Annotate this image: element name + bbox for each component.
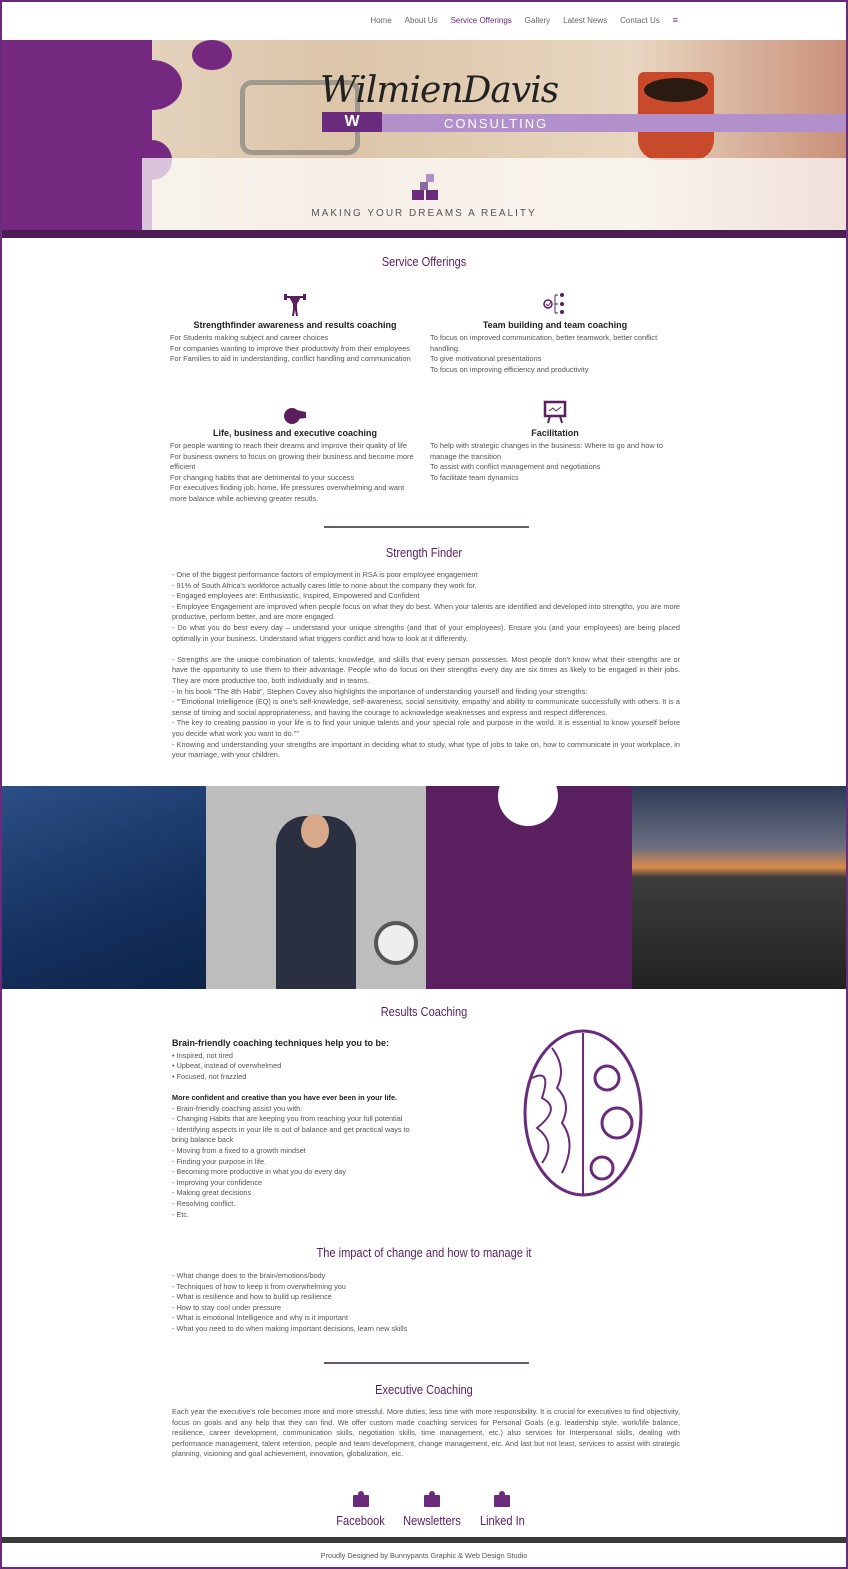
results-list-item: - Moving from a fixed to a growth mindset: [172, 1145, 306, 1155]
strength-title: Strength Finder: [385, 545, 463, 560]
impact-list-item: - Techniques of how to keep it from overwhelming you: [172, 1281, 346, 1291]
service-title: Team building and team coaching: [482, 320, 628, 330]
results-bullet: • Upbeat, instead of overwhelmed: [172, 1061, 282, 1071]
strength-line: - The key to creating passion in your life is to find your unique talents and your special role and purpose in the world. It is essential to know yourself before you decide what work you want to do."": [172, 718, 680, 738]
strength-line: - Engaged employees are: Enthusiastic, Inspired, Empowered and Confident: [172, 591, 420, 601]
divider: [324, 1362, 529, 1364]
footer-bar: [2, 1537, 846, 1543]
footer-credit: Proudly Designed by Bunnypants Graphic & Web Design Studio: [320, 1551, 528, 1560]
menu-icon[interactable]: ≡: [672, 15, 678, 25]
results-bullet: • Focused, not frazzled: [172, 1071, 247, 1081]
services-title: Service Offerings: [381, 254, 467, 269]
logo-name: WilmienDavis: [320, 70, 559, 111]
strength-text: [172, 570, 680, 761]
service-line: For people wanting to reach their dreams and improve their quality of life: [170, 441, 408, 450]
nav-item-home[interactable]: Home: [370, 16, 392, 25]
service-line: To facilitate team dynamics: [430, 472, 519, 482]
presentation-board-icon: [430, 400, 680, 424]
linkedin-link[interactable]: Linked In: [476, 1495, 529, 1528]
service-description: [170, 333, 420, 365]
facebook-link[interactable]: Facebook: [332, 1495, 389, 1528]
impact-list-item: - How to stay cool under pressure: [172, 1302, 282, 1312]
multitasking-businessman-image: [206, 786, 426, 989]
top-nav: [2, 2, 846, 40]
strength-line: - 91% of South Africa's workforce actually cares little to none about the company they work for.: [172, 580, 477, 590]
service-line: For Families to aid in understanding, conflict handling and communication: [170, 354, 411, 364]
image-strip: [2, 786, 846, 989]
service-line: For Students making subject and career choices: [170, 333, 329, 342]
newsletters-link[interactable]: Newsletters: [398, 1495, 466, 1528]
results-heading-1: Brain-friendly coaching techniques help you to be:: [172, 1038, 390, 1048]
service-title: Strengthfinder awareness and results coaching: [193, 320, 397, 330]
service-line: To focus on improving efficiency and productivity: [430, 364, 589, 374]
results-list-item: - Finding your purpose in life.: [172, 1156, 267, 1166]
service-description: [430, 333, 680, 375]
strength-line: - In his book "The 8th Habit", Stephen Covey also highlights the importance of understanding yourself and finding your strengths:: [172, 686, 588, 696]
executive-text: Each year the executive's role becomes more and more stressful. More duties, less time with more responsibility. It is crucial for executives to find objectivity, focus on goals and any help that they can find. We offer custom made coaching services for Personal Goals (e.g. leadership style, work/life balance, resilience, career development, communication skills, negotiation skills, time management, etc.) also services for Interpersonal skills, dealing with performance management, talent retention, people and team development, change management, etc. And last but not least, services to assist with strategic planning, visioning and goal achievement, innovation, globalization, etc.: [172, 1407, 680, 1459]
impact-list-item: - What change does to the brain/emotions/body: [172, 1271, 326, 1280]
service-item: [170, 292, 420, 365]
service-line: For companies wanting to improve their productivity from their employees: [170, 343, 410, 353]
hero-banner: [2, 40, 846, 230]
strength-line: - Employee Engagement are improved when people focus on what they do best. When your talents are identified and developed into strengths, you are more productive, perform better, and are more engaged.: [172, 601, 680, 622]
results-list-item: - Making great decisions: [172, 1188, 252, 1198]
brain-gears-illustration: [522, 1028, 644, 1208]
puzzle-icon: [494, 1495, 510, 1507]
results-title: Results Coaching: [380, 1004, 468, 1019]
results-list-item: - Brain-friendly coaching assist you with:: [172, 1103, 303, 1113]
strength-line: - Do what you do best every day – understand your unique strengths (and that of your employees). Ensure you (and your employees) are being placed optimally in your business. Understand what triggers conflict and how to look at it differently.: [172, 622, 680, 643]
nav-item-gallery[interactable]: Gallery: [524, 16, 551, 25]
results-text: [172, 1038, 422, 1220]
service-line: For business owners to focus on growing their business and become more efficient: [170, 451, 414, 472]
weightlifter-icon: [170, 292, 420, 316]
service-line: To assist with conflict management and negotiations: [430, 462, 601, 472]
impact-list-item: - What is resilience and how to build up resilience: [172, 1292, 332, 1302]
service-title: Facilitation: [531, 428, 579, 438]
purple-puzzle-piece: [426, 786, 632, 989]
service-description: [430, 441, 680, 483]
service-description: [170, 441, 420, 505]
nav-item-service-offerings[interactable]: Service Offerings: [450, 16, 512, 25]
impact-list: [172, 1271, 680, 1335]
puzzle-stack-icon: [412, 174, 438, 200]
puzzle-icon: [424, 1495, 440, 1507]
ocean-image: [2, 786, 206, 989]
impact-title: The impact of change and how to manage it: [316, 1245, 532, 1260]
results-list-item: - Identifying aspects in your life is out of balance and get practical ways to bring balance back: [172, 1124, 410, 1145]
service-line: To focus on improved communication, better teamwork, better conflict handling.: [430, 333, 658, 353]
logo-initial: W: [322, 112, 382, 132]
results-list-item: - Becoming more productive in what you do every day: [172, 1167, 346, 1177]
service-item: [170, 400, 420, 505]
hero-bottom-bar: [2, 230, 846, 238]
strength-line: - One of the biggest performance factors of employment in RSA is poor employee engagement: [172, 570, 478, 579]
results-list-item: - Etc.: [172, 1209, 190, 1219]
nav-item-contact-us[interactable]: Contact Us: [620, 16, 660, 25]
results-list-item: - Changing Habits that are keeping you from reaching your full potential: [172, 1114, 403, 1124]
tagline: MAKING YOUR DREAMS A REALITY: [311, 208, 537, 219]
service-line: To help with strategic changes in the business: Where to go and how to manage the transition: [430, 441, 663, 461]
logo-sub: CONSULTING: [444, 116, 549, 131]
results-bullet: • Inspired, not tired: [172, 1050, 233, 1060]
service-item: [430, 292, 680, 375]
nav-item-latest-news[interactable]: Latest News: [563, 16, 608, 25]
nav-item-about-us[interactable]: About Us: [404, 16, 438, 25]
results-list-item: - Resolving conflict.: [172, 1198, 236, 1208]
puzzle-icon: [353, 1495, 369, 1507]
impact-list-item: - What you need to do when making important decisions, learn new skills: [172, 1323, 408, 1333]
service-line: To give motivational presentations: [430, 354, 542, 364]
team-hierarchy-icon: [430, 292, 680, 316]
strength-line: - ""Emotional Intelligence (EQ) is one's self-knowledge, self-awareness, social sensitivity, empathy and ability to communicate successfully with others. It is a sense of timing and social appropriateness, and having the courage to acknowledge weaknesses and express and respect differences.: [172, 697, 680, 717]
divider: [324, 526, 529, 528]
service-title: Life, business and executive coaching: [212, 428, 378, 438]
strength-line: - Knowing and understanding your strengths are important in deciding what to study, what type of jobs to take on, how to communicate in your workplace, in your marriage, with your children.: [172, 739, 680, 760]
impact-list-item: - What is emotional Intelligence and why is it important: [172, 1313, 349, 1323]
executive-title: Executive Coaching: [375, 1382, 473, 1397]
results-heading-2: More confident and creative than you have ever been in your life.: [172, 1092, 398, 1102]
service-item: [430, 400, 680, 483]
strength-line: - Strengths are the unique combination of talents, knowledge, and skills that every person possesses. Most people don't know what their strengths are or have the opportunity to use them to their advantage. People who do focus on their strengths every day are six times as likely to be engaged in their jobs. They are more productive too, both individually and in teams.: [172, 654, 680, 685]
service-line: For changing habits that are detrimental to your success: [170, 472, 355, 482]
results-list-item: - Improving your confidence: [172, 1177, 263, 1187]
road-sunset-image: [632, 786, 846, 989]
whistle-icon: [170, 400, 420, 424]
service-line: For executives finding job, home, life pressures overwhelming and want more balance while achieving greater resutls.: [170, 483, 405, 503]
